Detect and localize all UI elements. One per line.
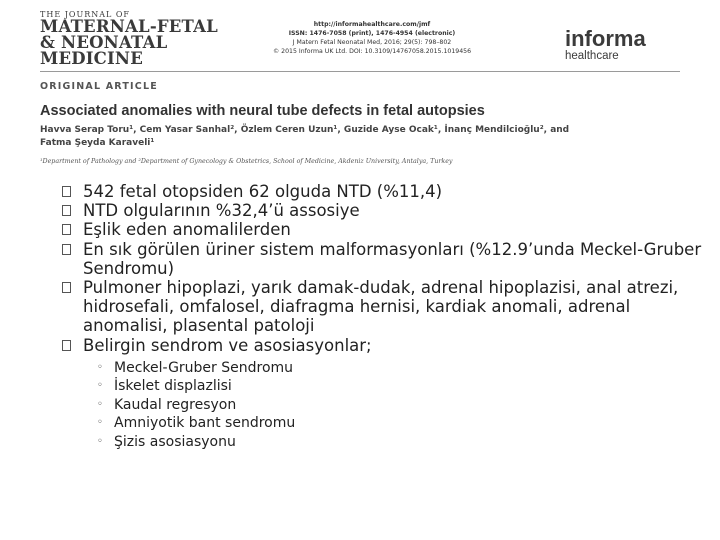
journal-url: http://informahealthcare.com/jmf	[313, 21, 431, 28]
publisher-logo	[565, 28, 690, 63]
square-bullet-icon	[62, 340, 71, 351]
journal-logo	[40, 10, 250, 67]
journal-name-line1: THE JOURNAL OF	[40, 10, 130, 19]
bullet-item	[62, 240, 702, 278]
bullet-item	[62, 336, 702, 452]
journal-doi: © 2015 Informa UK Ltd. DOI: 10.3109/14767058.2015.1019456	[273, 48, 471, 55]
sub-bullet-item	[97, 396, 702, 415]
sub-bullet-item	[97, 414, 702, 433]
journal-info	[242, 20, 502, 56]
sub-bullet-text: Kaudal regresyon	[114, 396, 237, 413]
square-bullet-icon	[62, 205, 71, 216]
circle-bullet-icon: ◦	[97, 417, 103, 429]
article-affiliation: ¹Department of Pathology and ²Department of Gynecology & Obstetrics, School of Medicine, Akdeniz University, Antalya, Turkey	[40, 158, 453, 165]
article-header-image	[30, 8, 690, 168]
bullet-text: Pulmoner hipoplazi, yarık damak-dudak, adrenal hipoplazisi, anal atrezi, hidrosefali, omfalosel, diafragma hernisi, kardiak anomali, adrenal anomalisi, plasental patoloji	[83, 278, 679, 336]
bullet-item	[62, 182, 702, 201]
square-bullet-icon	[62, 224, 71, 235]
bullet-text: En sık görülen üriner sistem malformasyonları (%12.9’unda Meckel-Gruber Sendromu)	[83, 239, 702, 278]
sub-bullet-text: Meckel-Gruber Sendromu	[114, 359, 294, 376]
bullet-text: Eşlik eden anomalilerden	[83, 220, 291, 240]
bullet-text: NTD olgularının %32,4’ü assosiye	[83, 201, 360, 221]
bullet-list	[62, 182, 702, 451]
bullet-item	[62, 220, 702, 239]
publisher-name: informa	[565, 26, 646, 51]
square-bullet-icon	[62, 244, 71, 255]
bullet-item	[62, 278, 702, 336]
square-bullet-icon	[62, 282, 71, 293]
circle-bullet-icon: ◦	[97, 435, 103, 447]
journal-citation: J Matern Fetal Neonatal Med, 2016; 29(5): 798–802	[292, 39, 452, 46]
sub-bullet-item	[97, 377, 702, 396]
journal-issn: ISSN: 1476-7058 (print), 1476-4954 (electronic)	[288, 30, 456, 37]
header-divider	[40, 71, 680, 72]
sub-bullet-item	[97, 359, 702, 378]
bullet-item	[62, 201, 702, 220]
sub-bullet-list	[97, 359, 702, 452]
article-title: Associated anomalies with neural tube defects in fetal autopsies	[40, 103, 485, 119]
publisher-sub: healthcare	[565, 50, 619, 62]
authors-line-1: Havva Serap Toru¹, Cem Yasar Sanhal², Özlem Ceren Uzun¹, Guzide Ayse Ocak¹, İnanç Mendilcioğlu², and	[40, 125, 570, 135]
article-type: ORIGINAL ARTICLE	[40, 81, 158, 92]
article-authors	[40, 124, 680, 149]
sub-bullet-text: İskelet displazlisi	[114, 378, 232, 395]
sub-bullet-text: Amniyotik bant sendromu	[114, 415, 296, 432]
square-bullet-icon	[62, 186, 71, 197]
authors-line-2: Fatma Şeyda Karaveli¹	[40, 137, 155, 148]
bullet-text: Belirgin sendrom ve asosiasyonlar;	[83, 335, 372, 355]
journal-name-line2: MATERNAL-FETAL	[40, 17, 218, 36]
circle-bullet-icon: ◦	[97, 361, 103, 373]
journal-name-line3: & NEONATAL	[40, 33, 168, 52]
journal-name-line4: MEDICINE	[40, 49, 143, 68]
circle-bullet-icon: ◦	[97, 380, 103, 392]
bullet-text: 542 fetal otopsiden 62 olguda NTD (%11,4)	[83, 182, 443, 201]
sub-bullet-item	[97, 433, 702, 452]
sub-bullet-text: Şizis asosiasyonu	[114, 433, 236, 450]
circle-bullet-icon: ◦	[97, 398, 103, 410]
slide-content	[62, 182, 702, 451]
